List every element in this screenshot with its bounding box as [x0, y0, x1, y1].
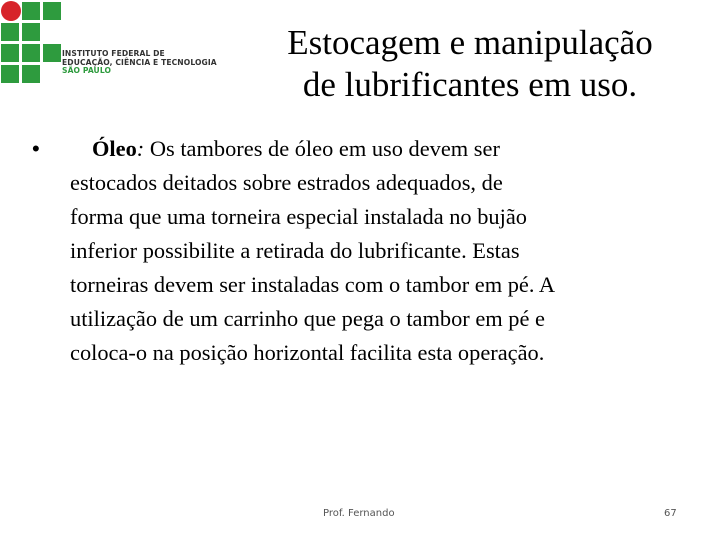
title-line-1: Estocagem e manipulação — [287, 23, 653, 62]
logo-red-dot — [1, 1, 21, 21]
title-line-2: de lubrificantes em uso. — [302, 65, 638, 104]
term-colon: : — [136, 136, 145, 161]
body-line-1 — [70, 132, 690, 166]
body-line-4: inferior possibilite a retirada do lubrificante. Estas — [70, 238, 520, 263]
bullet-marker: • — [32, 136, 40, 161]
term-oleo: Óleo — [92, 136, 137, 161]
institution-logo — [0, 0, 217, 86]
slide-title — [240, 22, 700, 106]
body-line-3: forma que uma torneira especial instalada no bujão — [70, 204, 527, 229]
body-line-1-text: Os tambores de óleo em uso devem ser — [144, 136, 500, 161]
footer-author: Prof. Fernando — [323, 508, 395, 519]
logo-text — [62, 50, 217, 76]
body-line-2: estocados deitados sobre estrados adequados, de — [70, 170, 503, 195]
logo-line-3: SÃO PAULO — [62, 66, 112, 76]
logo-line-1: INSTITUTO FEDERAL DE — [62, 49, 165, 58]
body-line-7: coloca-o na posição horizontal facilita esta operação. — [70, 340, 545, 365]
page-number: 67 — [664, 508, 677, 519]
body-line-5: torneiras devem ser instaladas com o tambor em pé. A — [70, 272, 555, 297]
ifsp-logo-icon — [0, 0, 64, 84]
logo-line-2: EDUCAÇÃO, CIÊNCIA E TECNOLOGIA — [62, 57, 217, 67]
body-line-6: utilização de um carrinho que pega o tambor em pé e — [70, 306, 545, 331]
slide-body-text — [70, 132, 690, 370]
